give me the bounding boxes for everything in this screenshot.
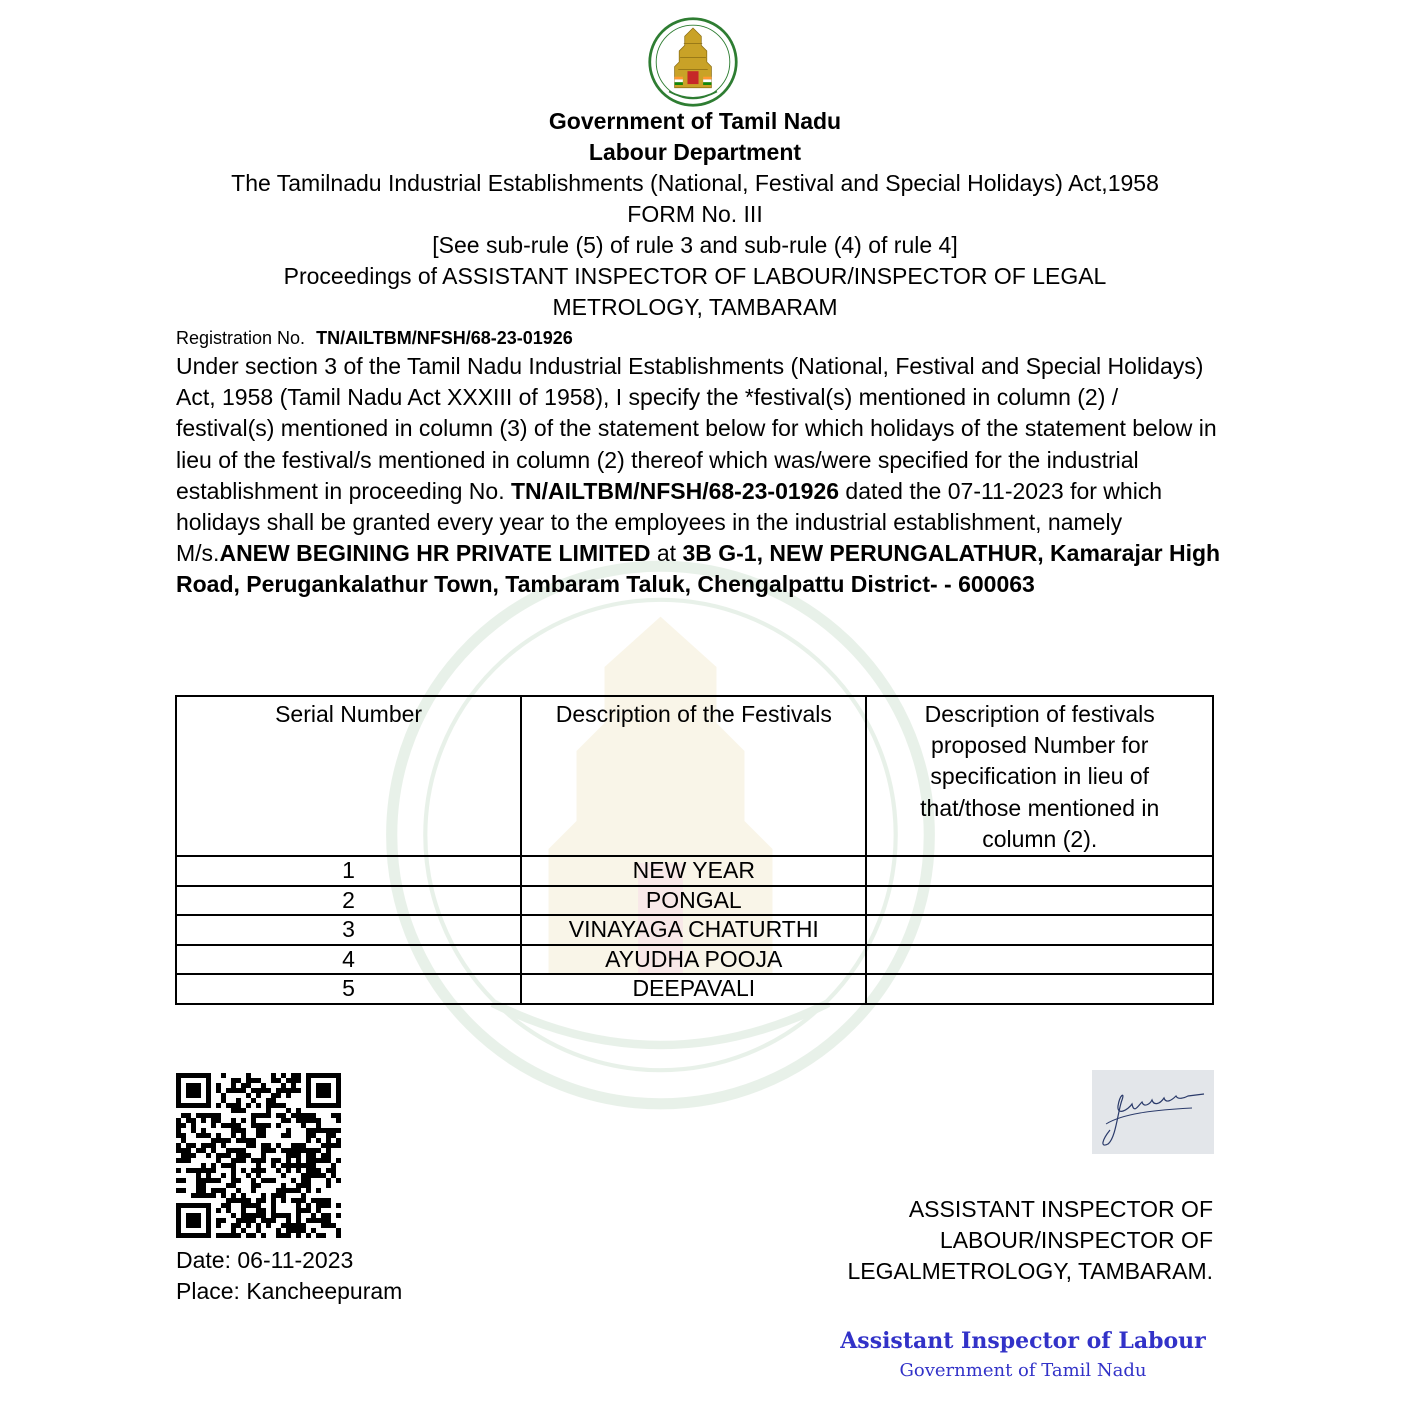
stamp-subtitle: Government of Tamil Nadu <box>899 1360 1147 1381</box>
festival-cell: NEW YEAR <box>521 856 866 886</box>
stamp-title: Assistant Inspector of Labour <box>840 1328 1206 1354</box>
table-header-row <box>176 696 1213 856</box>
officer-designation <box>780 1194 1213 1288</box>
registration-number: TN/AILTBM/NFSH/68-23-01926 <box>316 328 573 348</box>
designation-line-1: ASSISTANT INSPECTOR OF <box>908 1196 1213 1222</box>
designation-line-3: LEGALMETROLOGY, TAMBARAM. <box>847 1258 1213 1285</box>
serial-cell: 4 <box>176 945 521 975</box>
company-name: ANEW BEGINING HR PRIVATE LIMITED <box>219 540 651 567</box>
state-emblem-icon <box>647 16 739 108</box>
proposed-cell <box>866 974 1213 1004</box>
proposed-cell <box>866 886 1213 916</box>
column-header-festivals: Description of the Festivals <box>521 696 866 856</box>
serial-cell: 3 <box>176 915 521 945</box>
body-text-1: Under section 3 of the Tamil Nadu Industrial Establishments (National, Festival and Special Holidays) Act, 1958 (Tamil Nadu Act XXXIII of 1958), I specify the *festival(s) mentioned in column (2) / festival(s) mentioned in column (3) of the statement below for which holidays of the statement below in lieu of the festival/s mentioned in column (2) thereof which was/were specified for the industrial establishment in proceeding No. <box>176 353 1217 504</box>
issue-place: Place: Kancheepuram <box>176 1278 403 1305</box>
body-text-2: dated the 07-11-2023 for which holidays shall be granted every year to the employees in the industrial establishment, namely M/s. <box>176 477 1163 567</box>
serial-cell: 5 <box>176 974 521 1004</box>
serial-cell: 1 <box>176 856 521 886</box>
festival-cell: VINAYAGA CHATURTHI <box>521 915 866 945</box>
company-address: 3B G-1, NEW PERUNGALATHUR, Kamarajar High Road, Perugankalathur Town, Tambaram Taluk, Chengalpattu District- - 600063 <box>176 540 1221 598</box>
registration-line <box>176 326 573 350</box>
body-paragraph <box>176 351 1221 601</box>
proposed-cell <box>866 856 1213 886</box>
proposed-cell <box>866 915 1213 945</box>
rule-reference: [See sub-rule (5) of rule 3 and sub-rule (4) of rule 4] <box>432 232 958 258</box>
date-place-block <box>176 1245 402 1307</box>
form-number: FORM No. III <box>627 201 763 227</box>
body-text-at: at <box>650 540 683 567</box>
festival-cell: PONGAL <box>521 886 866 916</box>
proceeding-number: TN/AILTBM/NFSH/68-23-01926 <box>510 477 840 504</box>
issue-date: Date: 06-11-2023 <box>176 1247 354 1273</box>
qr-code-icon[interactable] <box>176 1073 341 1238</box>
government-title: Government of Tamil Nadu <box>548 108 842 134</box>
festival-cell: AYUDHA POOJA <box>521 945 866 975</box>
registration-label: Registration No. <box>176 328 306 348</box>
table-row <box>176 974 1213 1004</box>
festival-cell: DEEPAVALI <box>521 974 866 1004</box>
proceedings-title-cont: METROLOGY, TAMBARAM <box>552 294 838 320</box>
column-header-proposed: Description of festivals proposed Number for specification in lieu of that/those mentioned in column (2). <box>866 696 1213 856</box>
column-header-serial: Serial Number <box>176 696 521 856</box>
official-stamp <box>840 1325 1206 1385</box>
serial-cell: 2 <box>176 886 521 916</box>
document-header <box>150 106 1240 323</box>
department-title: Labour Department <box>588 139 802 165</box>
proceedings-title: Proceedings of ASSISTANT INSPECTOR OF LABOUR/INSPECTOR OF LEGAL <box>283 263 1107 289</box>
table-row <box>176 856 1213 886</box>
table-row <box>176 915 1213 945</box>
designation-line-2: LABOUR/INSPECTOR OF <box>939 1227 1213 1254</box>
proposed-cell <box>866 945 1213 975</box>
festival-table <box>175 695 1214 1005</box>
signature-image <box>1092 1070 1214 1154</box>
act-title: The Tamilnadu Industrial Establishments (National, Festival and Special Holidays) Act,1958 <box>231 170 1159 196</box>
table-row <box>176 886 1213 916</box>
table-row <box>176 945 1213 975</box>
